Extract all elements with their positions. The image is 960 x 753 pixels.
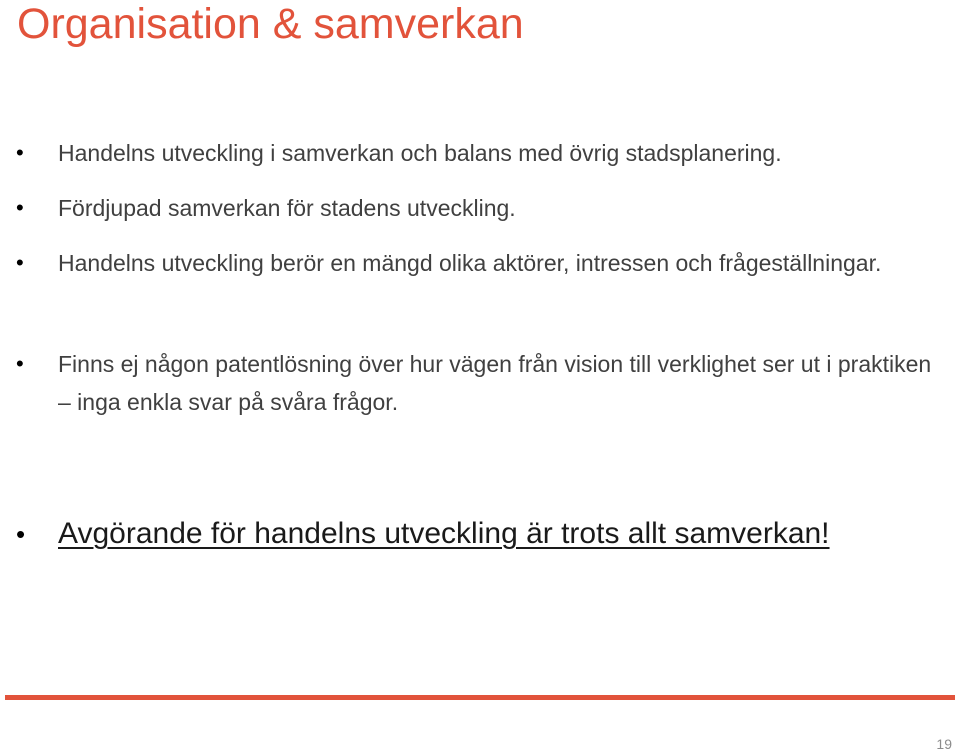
bullet-dot-icon: • xyxy=(16,140,24,165)
bullet-item-emphasis xyxy=(16,514,938,554)
slide-title: Organisation & samverkan xyxy=(17,0,524,48)
bullet-text: Fördjupad samverkan för stadens utveckling. xyxy=(58,195,516,221)
bullet-text: Finns ej någon patentlösning över hur vägen från vision till verklighet ser ut i praktiken – inga enkla svar på svåra frågor. xyxy=(58,351,932,415)
bullet-dot-icon: • xyxy=(16,519,26,549)
bullet-item xyxy=(16,244,938,282)
bullet-dot-icon: • xyxy=(16,195,24,220)
bullet-text: Handelns utveckling i samverkan och balans med övrig stadsplanering. xyxy=(58,140,782,166)
slide-number: 19 xyxy=(936,736,952,752)
emphasis-text: Avgörande för handelns utveckling är trots allt samverkan! xyxy=(58,517,830,550)
bullet-dot-icon: • xyxy=(16,250,24,275)
bullet-dot-icon: • xyxy=(16,351,24,376)
footer-divider xyxy=(5,695,955,700)
bullet-item xyxy=(16,134,938,172)
bullet-item xyxy=(16,189,938,227)
bullet-item xyxy=(16,345,938,421)
bullet-text: Handelns utveckling berör en mängd olika aktörer, intressen och frågeställningar. xyxy=(58,250,882,276)
